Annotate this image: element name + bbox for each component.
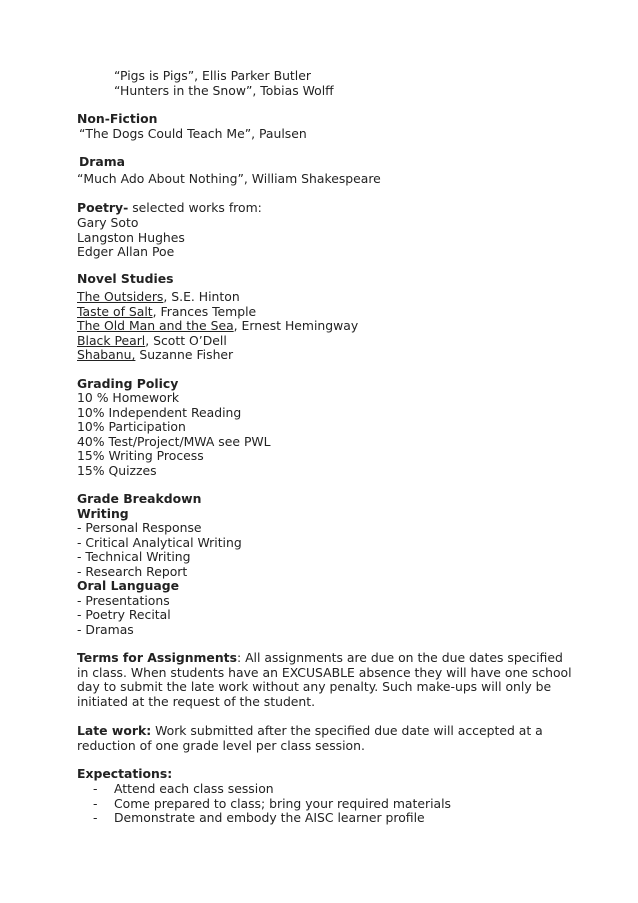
oral-item: - Poetry Recital [77,607,171,622]
poet-item: Gary Soto [77,215,139,230]
bullet-dash: - [93,810,98,825]
oral-heading: Oral Language [77,578,179,593]
grading-heading: Grading Policy [77,376,179,391]
novel-author: , Scott O’Dell [145,333,227,348]
oral-item: - Presentations [77,593,170,608]
drama-heading: Drama [79,154,126,169]
oral-item: - Dramas [77,622,134,637]
nonfiction-item: “The Dogs Could Teach Me”, Paulsen [79,126,307,141]
poet-item: Edger Allan Poe [77,244,175,259]
nonfiction-heading: Non-Fiction [77,111,158,126]
drama-item: “Much Ado About Nothing”, William Shakespeare [77,171,381,186]
novel-title: Black Pearl [77,333,146,348]
novel-author: Suzanne Fisher [135,347,234,362]
terms-text: : All assignments are due on the due dates specified in class. When students have an EXCUSABLE absence they will have one school day to submit the late work without any penalty. Such make-ups will only be initiated at the request of the student. [77,650,572,709]
novel-title: Taste of Salt [77,304,153,319]
grading-item: 10 % Homework [77,390,179,405]
poetry-lead: selected works from: [128,200,262,215]
grading-item: 15% Writing Process [77,448,204,463]
novel-author: , Ernest Hemingway [233,318,359,333]
bullet-dash: - [93,796,98,811]
writing-heading: Writing [77,506,129,521]
novel-item [77,319,358,334]
novel-item [77,290,240,305]
grading-item: 40% Test/Project/MWA see PWL [77,434,271,449]
novel-title: The Outsiders [77,289,164,304]
grading-item: 15% Quizzes [77,463,157,478]
novel-title: Shabanu, [77,347,136,362]
novel-author: , Frances Temple [152,304,257,319]
expectation-item: Come prepared to class; bring your required materials [114,796,452,811]
breakdown-heading: Grade Breakdown [77,491,202,506]
terms-heading: Terms for Assignments [77,650,237,665]
novel-item [77,348,233,363]
late-heading: Late work: [77,723,152,738]
story-item: “Pigs is Pigs”, Ellis Parker Butler [114,68,311,83]
bullet-dash: - [93,781,98,796]
story-item: “Hunters in the Snow”, Tobias Wolff [114,83,334,98]
writing-item: - Critical Analytical Writing [77,535,242,550]
novel-author: , S.E. Hinton [163,289,240,304]
grading-item: 10% Independent Reading [77,405,242,420]
late-text: Work submitted after the specified due date will accepted at a reduction of one grade level per class session. [77,723,543,753]
writing-item: - Technical Writing [77,549,191,564]
writing-item: - Personal Response [77,520,202,535]
poet-item: Langston Hughes [77,230,185,245]
novels-heading: Novel Studies [77,271,174,286]
late-work-paragraph [77,724,577,753]
expectation-item: Attend each class session [114,781,274,796]
terms-paragraph [77,651,577,709]
novel-title: The Old Man and the Sea [77,318,234,333]
writing-item: - Research Report [77,564,188,579]
poetry-heading: Poetry- [77,200,129,215]
poetry-line [77,201,262,216]
expectation-item: Demonstrate and embody the AISC learner profile [114,810,425,825]
expectations-heading: Expectations: [77,766,173,781]
grading-item: 10% Participation [77,419,186,434]
